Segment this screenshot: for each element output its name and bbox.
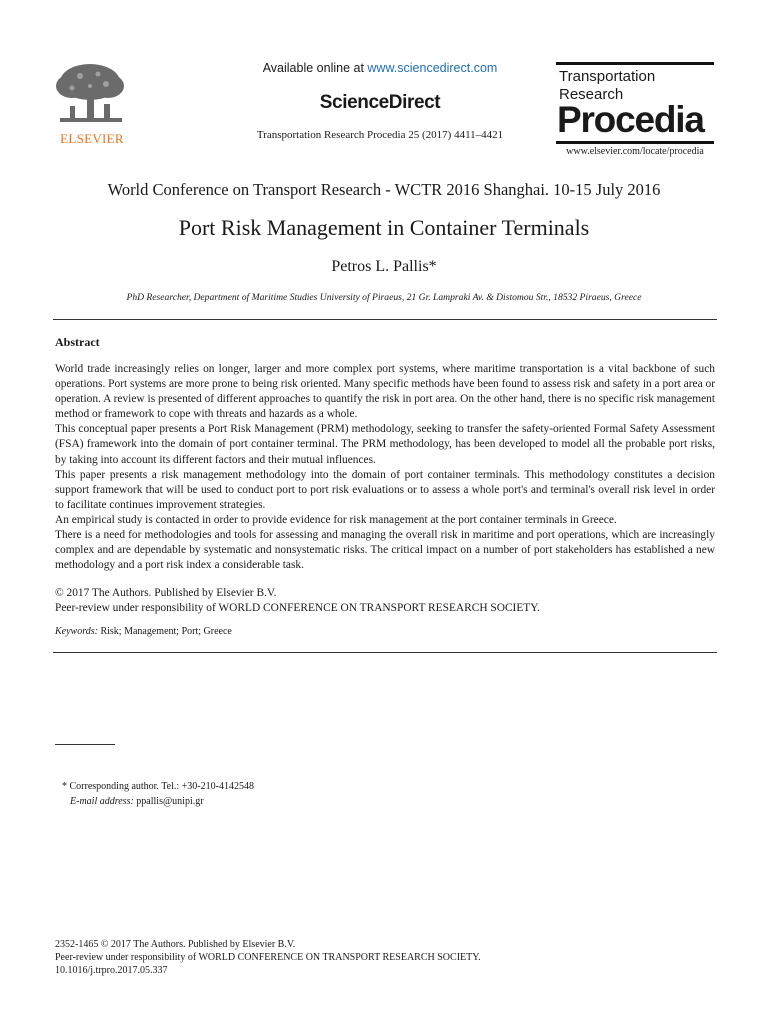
author-name: Petros L. Pallis*: [331, 258, 437, 275]
divider-top: [53, 319, 717, 320]
peer-review-line: Peer-review under responsibility of WORLD CONFERENCE ON TRANSPORT RESEARCH SOCIETY.: [55, 602, 540, 614]
abstract-paragraph: An empirical study is contacted in order to provide evidence for risk management at the port container terminals in Greece.: [55, 513, 617, 526]
keywords-value: Risk; Management; Port; Greece: [100, 626, 232, 637]
review-line: Peer-review under responsibility of WORLD CONFERENCE ON TRANSPORT RESEARCH SOCIETY.: [55, 952, 481, 963]
availability-line: [160, 61, 600, 75]
availability-prefix: Available online at: [262, 61, 364, 75]
email-address[interactable]: ppallis@unipi.gr: [136, 796, 204, 807]
corresponding-author-footnote: [62, 779, 254, 809]
publisher-wordmark: ELSEVIER: [60, 131, 124, 146]
copyright-block: [55, 586, 715, 616]
procedia-url[interactable]: www.elsevier.com/locate/procedia: [566, 146, 704, 157]
procedia-line-2: Research: [559, 86, 624, 103]
abstract-paragraph: World trade increasingly relies on longer, larger and more complex port systems, where maritime transportation is a vital backbone of such operations. Port systems are more prone to being risk oriented. Many specific methods have been found to assess risk and safety in a port area or operation. A review is presented of different approaches to quantify the risk in port area. On the other hand, there is no specific risk management method or framework to cope with threats and hazards as a whole.: [55, 363, 715, 421]
footnote-rule: [55, 744, 115, 745]
footnote-contact: * Corresponding author. Tel.: +30-210-4142548: [62, 781, 254, 792]
procedia-line-1: Transportation: [559, 68, 656, 85]
email-label: E-mail address:: [70, 796, 134, 807]
procedia-logo: [556, 62, 714, 144]
copyright-line: © 2017 The Authors. Published by Elsevier B.V.: [55, 587, 277, 599]
author-affiliation: PhD Researcher, Department of Maritime Studies University of Piraeus, 21 Gr. Lampraki Av. & Distomou Str., 18532 Piraeus, Greece: [126, 292, 642, 303]
abstract-paragraph: This paper presents a risk management methodology into the domain of port container terminals. This methodology constitutes a decision support framework that will be used to conduct port to port risk evaluations or to assess a whole port's and terminal's overall risk level in order to facilitate continues improvement strategies.: [55, 468, 715, 511]
abstract-heading: Abstract: [55, 335, 100, 349]
procedia-line-3: Procedia: [557, 99, 704, 140]
abstract-body: [55, 362, 715, 573]
issn-line: 2352-1465 © 2017 The Authors. Published by Elsevier B.V.: [55, 939, 296, 950]
publication-info: [55, 938, 481, 977]
conference-name: World Conference on Transport Research - WCTR 2016 Shanghai. 10-15 July 2016: [107, 180, 661, 199]
paper-title: Port Risk Management in Container Terminals: [178, 215, 590, 240]
doi-line[interactable]: 10.1016/j.trpro.2017.05.337: [55, 965, 168, 976]
procedia-top-rule: [556, 62, 714, 65]
sciencedirect-brand: ScienceDirect: [319, 92, 441, 113]
procedia-bottom-rule: [556, 141, 714, 144]
divider-bottom: [53, 652, 717, 653]
footnote-email-line: [62, 794, 254, 809]
keywords-line: [55, 626, 715, 637]
sciencedirect-link[interactable]: www.sciencedirect.com: [367, 61, 498, 75]
abstract-paragraph: This conceptual paper presents a Port Risk Management (PRM) methodology, seeking to transfer the safety-oriented Formal Safety Assessment (FSA) framework into the domain of port container terminal. The PRM methodology, has been developed to model all the probable port risks, by taking into account its different factors and their mutual influences.: [55, 423, 715, 466]
abstract-paragraph: There is a need for methodologies and tools for assessing and managing the overall risk in maritime and port operations, which are increasingly complex and are dependable by systematic and nonsystematic risks. The critical impact on a number of port stakeholders has established a new methodology and a port risk index a considerable task.: [55, 529, 715, 572]
journal-reference: Transportation Research Procedia 25 (2017) 4411–4421: [256, 129, 504, 141]
keywords-label: Keywords:: [55, 626, 98, 637]
